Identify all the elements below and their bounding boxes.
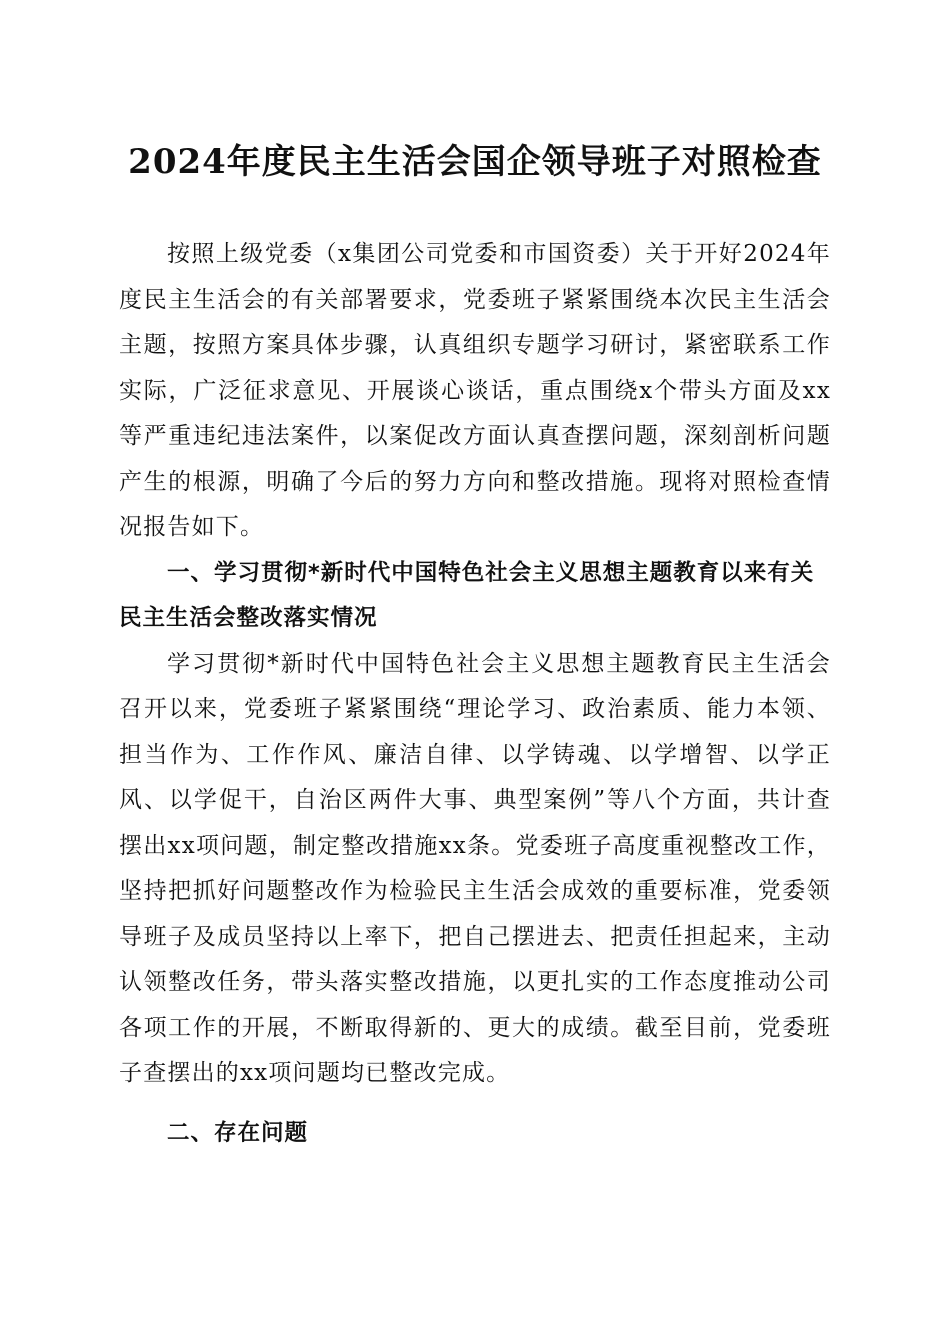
section-heading-1: 一、学习贯彻*新时代中国特色社会主义思想主题教育以来有关民主生活会整改落实情况 — [119, 559, 815, 631]
section-heading-2: 二、存在问题 — [167, 1119, 309, 1146]
section-1-paragraph: 学习贯彻*新时代中国特色社会主义思想主题教育民主生活会召开以来，党委班子紧紧围绕“理论学习、政治素质、能力本领、担当作为、工作作风、廉洁自律、以学铸魂、以学增智、以学正风、以学促干，自治区两件大事、典型案例”等八个方面，共计查摆出xx项问题，制定整改措施xx条。党委班子高度重视整改工作，坚持把抓好问题整改作为检验民主生活会成效的重要标准，党委领导班子及成员坚持以上率下，把自己摆进去、把责任担起来，主动认领整改任务，带头落实整改措施，以更扎实的工作态度推动公司各项工作的开展，不断取得新的、更大的成绩。截至目前，党委班子查摆出的xx项问题均已整改完成。 — [119, 650, 831, 1086]
document-body — [119, 232, 831, 1156]
document-title: 2024年度民主生活会国企领导班子对照检查 — [128, 142, 822, 182]
intro-paragraph: 按照上级党委（x集团公司党委和市国资委）关于开好2024年度民主生活会的有关部署要求，党委班子紧紧围绕本次民主生活会主题，按照方案具体步骤，认真组织专题学习研讨，紧密联系工作实际，广泛征求意见、开展谈心谈话，重点围绕x个带头方面及xx等严重违纪违法案件，以案促改方面认真查摆问题，深刻剖析问题产生的根源，明确了今后的努力方向和整改措施。现将对照检查情况报告如下。 — [119, 241, 831, 540]
